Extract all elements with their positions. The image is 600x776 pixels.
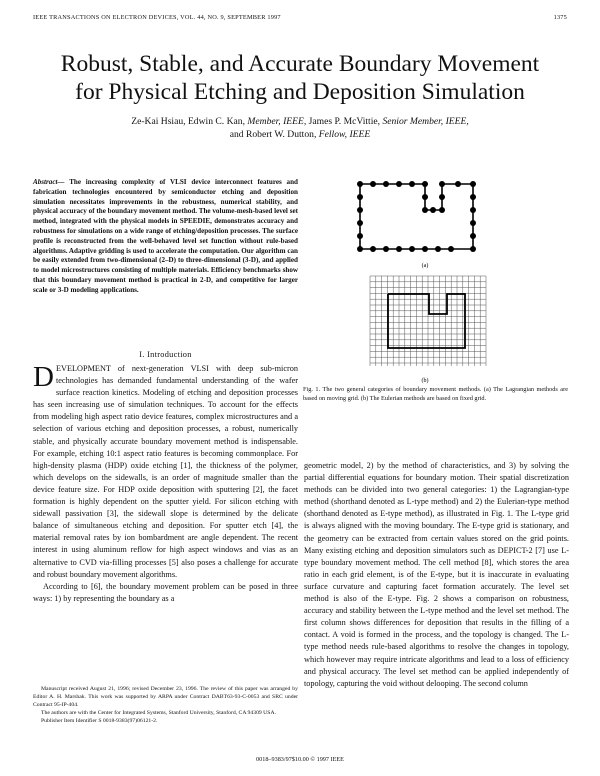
copyright-footer: 0018–9383/97$10.00 © 1997 IEEE — [256, 756, 344, 763]
lagrangian-node — [357, 233, 363, 239]
author-2: James P. McVittie, — [308, 116, 381, 127]
lagrangian-node — [422, 246, 428, 252]
intro-paragraph-2: According to [6], the boundary movement problem can be posed in three ways: 1) by representing the boundary as a — [33, 581, 298, 603]
lagrangian-node — [357, 181, 363, 187]
journal-header: IEEE TRANSACTIONS ON ELECTRON DEVICES, VOL. 44, NO. 9, SEPTEMBER 1997 — [33, 14, 281, 21]
footnote-manuscript: Manuscript received August 21, 1996; revised December 23, 1996. The review of this paper was arranged by Editor A. H. Marshak. This work was supported by ARPA under Contract DABT63-93-C-0053 and SRC under Contract 95-IP-404. — [33, 686, 298, 709]
lagrangian-node — [448, 246, 454, 252]
lagrangian-node — [422, 181, 428, 187]
footnote — [33, 685, 298, 725]
abstract-label: Abstract— — [33, 178, 65, 186]
lagrangian-node — [470, 220, 476, 226]
paper-title — [20, 50, 580, 106]
eulerian-grid-diagram — [370, 276, 486, 366]
lagrangian-node — [422, 194, 428, 200]
lagrangian-node — [357, 246, 363, 252]
lagrangian-node — [383, 246, 389, 252]
lagrangian-node — [409, 181, 415, 187]
lagrangian-node — [470, 194, 476, 200]
author-2-role: Senior Member, IEEE, — [382, 116, 469, 127]
lagrangian-node — [470, 207, 476, 213]
footnote-identifier: Publisher Item Identifier S 0018-9383(97)06121-2. — [41, 718, 158, 725]
intro-paragraph-1: EVELOPMENT of next-generation VLSI with deep sub-micron technologies has demanded fundamental understanding of the wafer surface reaction kinetics. Modeling of etching and deposition processes has seen increasing use of simulation techniques. To account for the effects from modeling high aspect ratio device features, complex microstructures and a selection of various etching and deposition processes, a robust, numerically stable, and physically accurate boundary movement method is indispensable. For example, etching 10:1 aspect ratio features is becoming commonplace. For high-density plasma (HDP) oxide etching [1], the thickness of the polymer, which develops on the sidewalls, is an order of magnitude smaller than the device feature size. For HDP oxide deposition with sputtering [2], the facet formation is highly dependent on the sputter yield. For silicon etching with sidewall passivation [3], the sidewall slope is determined by the delicate balance of simultaneous etching and deposition. For sputter etch [4], the material removal rates by ion bombardment are angle dependent. The recent interest in using aluminum reflow for high aspect windows and vias as an alternative to CVD via-filling processes [5] also poses a challenge for accurate and robust boundary movement algorithms. — [33, 364, 298, 579]
figure-label-a: (a) — [421, 263, 429, 269]
lagrangian-node — [396, 246, 402, 252]
figure-1 — [330, 170, 555, 385]
lagrangian-node — [357, 207, 363, 213]
lagrangian-node — [357, 220, 363, 226]
author-list — [40, 115, 560, 141]
lagrangian-node — [439, 207, 445, 213]
lagrangian-node — [357, 194, 363, 200]
lagrangian-node — [435, 246, 441, 252]
lagrangian-node — [396, 181, 402, 187]
intro-text — [33, 363, 298, 605]
author-1: Ze-Kai Hsiau, Edwin C. Kan, — [131, 116, 245, 127]
title-line-2: for Physical Etching and Deposition Simulation — [75, 79, 525, 105]
author-3-role: Fellow, IEEE — [318, 129, 371, 140]
author-3: and Robert W. Dutton, — [229, 129, 317, 140]
lagrangian-node — [430, 207, 436, 213]
title-line-1: Robust, Stable, and Accurate Boundary Movement — [60, 51, 540, 77]
lagrangian-node — [470, 246, 476, 252]
footnote-affiliation: The authors are with the Center for Integrated Systems, Stanford University, Stanford, CA 94309 USA. — [41, 710, 276, 717]
lagrangian-node — [409, 246, 415, 252]
figure-caption: Fig. 1. The two general categories of boundary movement methods. (a) The Lagrangian methods are based on moving grid. (b) The Eulerian methods are based on fixed grid. — [303, 386, 568, 402]
lagrangian-node — [383, 181, 389, 187]
author-1-role: Member, IEEE, — [247, 116, 307, 127]
lagrangian-node — [470, 181, 476, 187]
section-heading: I. Introduction — [139, 350, 192, 359]
page-number: 1375 — [553, 14, 567, 21]
drop-cap: D — [33, 361, 54, 393]
abstract-text: The increasing complexity of VLSI device interconnect features and fabrication technologies encountered by semiconductor etching and deposition simulation necessitates improvements in the robustness, numerical stability, and physical accuracy of the boundary movement method. The volume-mesh-based level set method, integrated with the physical models in SPEEDIE, demonstrates accuracy and robustness for simulations on a wide range of etching/deposition processes. The surface profile is reconstructed from the well-behaved level set function without rule-based algorithms. Adaptive gridding is used to accelerate the computation. Our algorithm can be easily extended from two-dimensional (2–D) to three-dimensional (3-D), and applied to model microstructures consisting of multiple materials. Efficiency benchmarks show that this boundary movement method is practical in 2-D, and competitive for larger scale or 3-D modeling applications. — [33, 178, 298, 294]
abstract — [33, 178, 298, 296]
lagrangian-node — [439, 194, 445, 200]
right-column-text: geometric model, 2) by the method of characteristics, and 3) by solving the partial differential equations for boundary motion. Their spatial discretization methods can be divided into two general categories: 1) the Lagrangian-type method (shorthand denoted as L-type method) and 2) the Eulerian-type method (shorthand denoted as E-type method), as illustrated in Fig. 1. The L-type grid is always aligned with the moving boundary. The E-type grid is stationary, and the geometry can be extracted from certain values stored on the grid points. Many existing etching and deposition simulators such as DEPICT-2 [7] use L-type boundary movement method. The cell method [8], which stores the area ratio in each grid element, is of the E-type, but it is inaccurate in evaluating surface curvature and capturing facet formation accurately. The level set method is also of the E-type. Fig. 2 shows a comparison on robustness, accuracy and stability between the L-type method and the level set method. The first column shows differences for deposition that results in the filling of a contact. A void is formed in the process, and the topology is changed. The L-type method needs rule-based algorithms to resolve the changes in topology, which however may require intricate algorithms and lead to a loss of efficiency and physical accuracy. The level set method can be applied independently of topology, capturing the void without delooping. The second column — [304, 461, 569, 688]
lagrangian-node — [439, 181, 445, 187]
lagrangian-node — [455, 181, 461, 187]
figure-label-b: (b) — [421, 378, 429, 384]
lagrangian-node — [370, 181, 376, 187]
lagrangian-boundary-diagram — [357, 181, 476, 252]
lagrangian-node — [470, 233, 476, 239]
lagrangian-node — [370, 246, 376, 252]
lagrangian-node — [422, 207, 428, 213]
